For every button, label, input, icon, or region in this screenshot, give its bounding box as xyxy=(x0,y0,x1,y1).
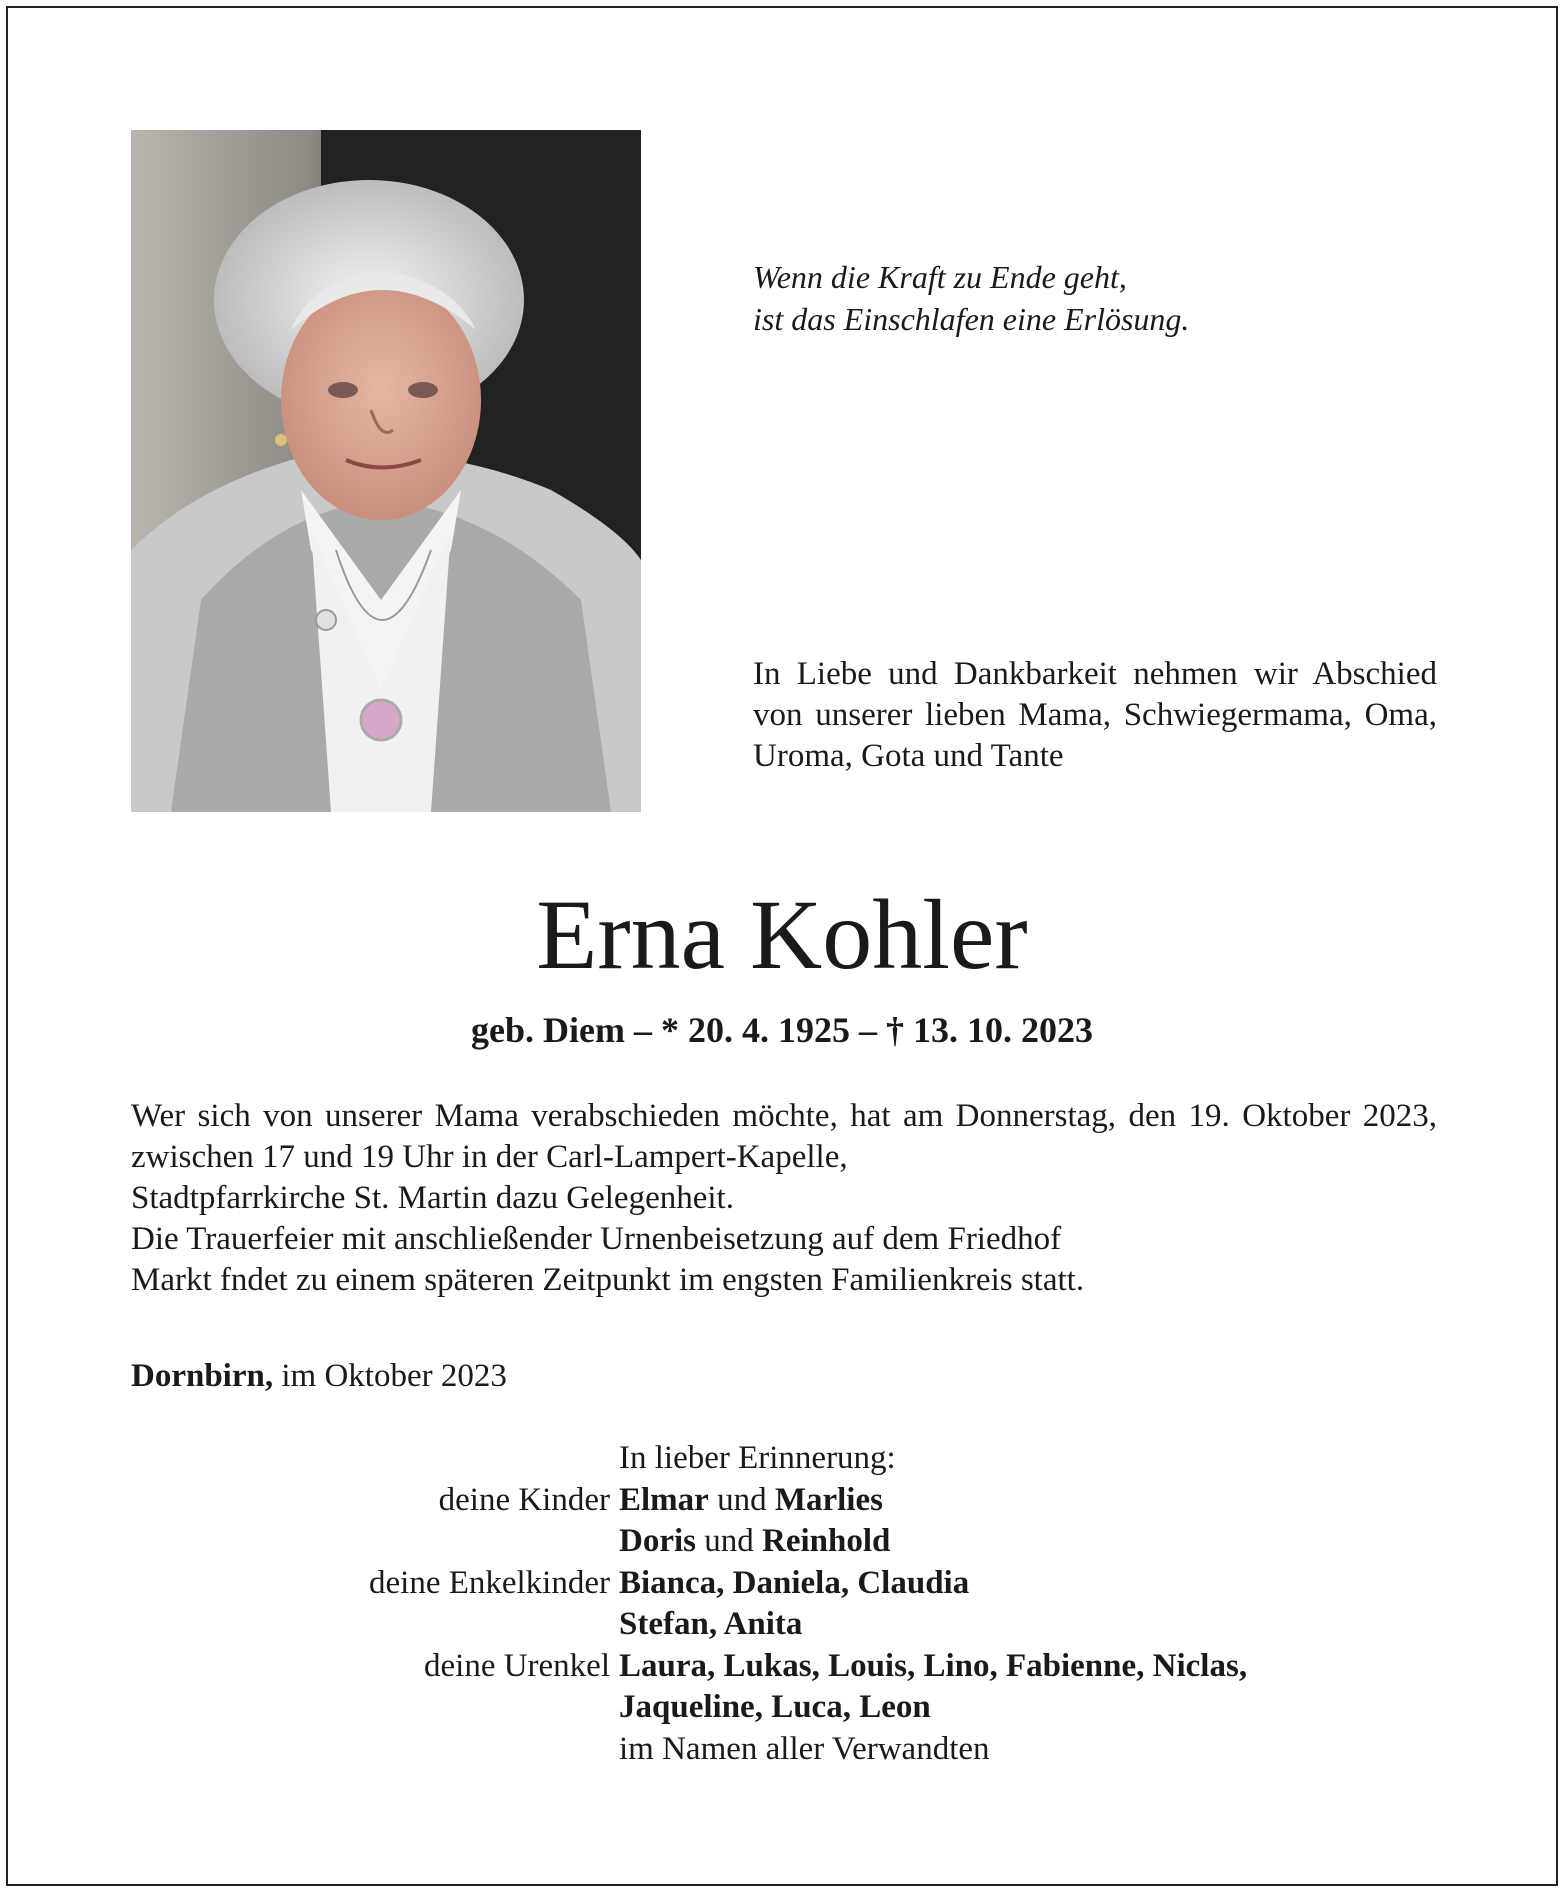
memory-row xyxy=(8,1646,1560,1688)
and-word: und xyxy=(717,1481,767,1518)
grandchildren-line-1 xyxy=(619,1563,969,1604)
children-label: deine Kinder xyxy=(438,1481,610,1518)
grandchildren-label: deine Enkelkinder xyxy=(369,1564,610,1601)
motto-line-1: Wenn die Kraft zu Ende geht, xyxy=(753,259,1127,295)
children-line-1 xyxy=(619,1480,883,1521)
notice-body xyxy=(131,1096,1437,1301)
life-dates: geb. Diem – * 20. 4. 1925 – † 13. 10. 2023 xyxy=(471,1010,1093,1050)
place-date: im Oktober 2023 xyxy=(281,1358,507,1394)
child-name: Reinhold xyxy=(762,1523,891,1559)
memory-row xyxy=(8,1604,1560,1646)
body-paragraph-1-end: Stadtpfarrkirche St. Martin dazu Gelegenheit. xyxy=(131,1180,734,1216)
greatgrandchildren-names: Laura, Lukas, Louis, Lino, Fabienne, Niclas, xyxy=(619,1647,1248,1684)
intro-text: In Liebe und Dankbarkeit nehmen wir Abschied von unserer lieben Mama, Schwiegermama, Oma, Uroma, Gota und Tante xyxy=(753,656,1437,774)
motto-quote xyxy=(753,256,1189,340)
greatgrandchildren-label: deine Urenkel xyxy=(424,1647,610,1684)
greatgrandchildren-line-2 xyxy=(619,1687,931,1728)
portrait-photo-graphic xyxy=(131,130,641,812)
memory-row xyxy=(8,1438,1560,1480)
child-name: Marlies xyxy=(774,1481,883,1518)
memory-row xyxy=(8,1521,1560,1563)
and-word: und xyxy=(704,1523,754,1559)
portrait-photo xyxy=(131,130,641,812)
body-paragraph-2: Die Trauerfeier mit anschließender Urnenbeisetzung auf dem Friedhof xyxy=(131,1221,1062,1257)
obituary-page xyxy=(6,6,1558,1886)
place-city: Dornbirn, xyxy=(131,1358,274,1394)
motto-line-2: ist das Einschlafen eine Erlösung. xyxy=(753,301,1190,337)
memory-row xyxy=(8,1729,1560,1771)
body-paragraph-1: Wer sich von unserer Mama verabschieden möchte, hat am Donnerstag, den 19. Oktober 2023, zwischen 17 und 19 Uhr in der Carl-Lampert-Kapelle, xyxy=(131,1098,1437,1175)
children-line-2 xyxy=(619,1521,890,1562)
grandchildren-line-2 xyxy=(619,1604,802,1645)
deceased-name: Erna Kohler xyxy=(536,879,1028,990)
closing-line: im Namen aller Verwandten xyxy=(619,1730,990,1767)
body-paragraph-2-end: Markt fndet zu einem späteren Zeitpunkt im engsten Familienkreis statt. xyxy=(131,1262,1085,1298)
place-and-date xyxy=(131,1356,507,1397)
child-name: Elmar xyxy=(619,1481,709,1518)
memory-section xyxy=(8,1438,1560,1770)
child-name: Doris xyxy=(619,1523,696,1559)
memory-row xyxy=(8,1563,1560,1605)
greatgrandchildren-names: Jaqueline, Luca, Leon xyxy=(619,1689,931,1725)
grandchildren-names: Stefan, Anita xyxy=(619,1606,803,1642)
memory-heading: In lieber Erinnerung: xyxy=(619,1440,896,1476)
memory-row xyxy=(8,1687,1560,1729)
grandchildren-names: Bianca, Daniela, Claudia xyxy=(619,1564,970,1601)
greatgrandchildren-line-1 xyxy=(619,1646,1247,1687)
memory-row xyxy=(8,1480,1560,1522)
